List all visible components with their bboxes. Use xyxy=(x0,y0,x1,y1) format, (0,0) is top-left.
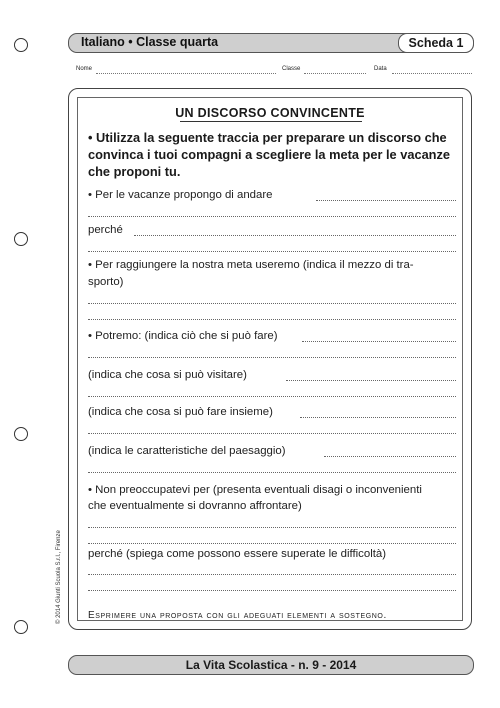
binder-hole-1 xyxy=(14,38,28,52)
class-label: Classe xyxy=(282,66,301,72)
answer-line[interactable] xyxy=(88,216,456,217)
worksheet-body xyxy=(77,97,463,621)
answer-line[interactable] xyxy=(88,574,456,575)
answer-line[interactable] xyxy=(324,456,456,457)
subject-title: Italiano • Classe quarta xyxy=(81,35,219,49)
instructions: • Utilizza la seguente traccia per preparare un discorso che convinca i tuoi compagni a scegliere la meta per le vacanze che proponi tu. xyxy=(88,130,451,179)
answer-line[interactable] xyxy=(88,433,456,434)
class-field[interactable] xyxy=(304,73,366,74)
transport-prompt-line2: sporto) xyxy=(88,276,124,288)
learning-objective: Esprimere una proposta con gli adeguati elementi a sostegno. xyxy=(88,610,387,621)
answer-line[interactable] xyxy=(302,341,456,342)
date-field[interactable] xyxy=(392,73,472,74)
answer-line[interactable] xyxy=(286,380,456,381)
worry-prompt-line1: • Non preoccupatevi per (presenta eventuali disagi o inconvenienti xyxy=(88,484,422,496)
transport-prompt-line1: • Per raggiungere la nostra meta useremo (indica il mezzo di tra- xyxy=(88,259,414,271)
answer-line[interactable] xyxy=(88,543,456,544)
copyright-notice: © 2014 Giunti Scuola S.r.l., Firenze xyxy=(56,530,62,624)
name-label: Nome xyxy=(76,66,93,72)
activities-prompt: • Potremo: (indica ciò che si può fare) xyxy=(88,330,278,342)
visit-prompt: (indica che cosa si può visitare) xyxy=(88,369,247,381)
binder-hole-4 xyxy=(14,620,28,634)
answer-line[interactable] xyxy=(88,251,456,252)
title-underline xyxy=(180,121,362,122)
answer-line[interactable] xyxy=(88,319,456,320)
sheet-number: Scheda 1 xyxy=(398,33,474,53)
answer-line[interactable] xyxy=(316,200,456,201)
answer-line[interactable] xyxy=(88,527,456,528)
answer-line[interactable] xyxy=(88,357,456,358)
destination-prompt: • Per le vacanze propongo di andare xyxy=(88,189,273,201)
answer-line[interactable] xyxy=(300,417,456,418)
worksheet-frame xyxy=(68,88,472,630)
answer-line[interactable] xyxy=(88,396,456,397)
binder-hole-2 xyxy=(14,232,28,246)
answer-line[interactable] xyxy=(134,235,456,236)
footer-bar: La Vita Scolastica - n. 9 - 2014 xyxy=(68,655,474,675)
worksheet-title: UN DISCORSO CONVINCENTE xyxy=(175,106,365,120)
date-label: Data xyxy=(374,66,387,72)
because-prompt: perché xyxy=(88,224,123,236)
together-prompt: (indica che cosa si può fare insieme) xyxy=(88,406,273,418)
binder-hole-3 xyxy=(14,427,28,441)
name-field[interactable] xyxy=(96,73,276,74)
student-fields xyxy=(76,66,472,78)
answer-line[interactable] xyxy=(88,303,456,304)
landscape-prompt: (indica le caratteristiche del paesaggio) xyxy=(88,445,286,457)
worry-prompt-line2: che eventualmente si dovranno affrontare) xyxy=(88,500,302,512)
overcome-prompt: perché (spiega come possono essere superate le difficoltà) xyxy=(88,548,387,560)
answer-line[interactable] xyxy=(88,472,456,473)
header-bar xyxy=(68,33,474,53)
answer-line[interactable] xyxy=(88,590,456,591)
